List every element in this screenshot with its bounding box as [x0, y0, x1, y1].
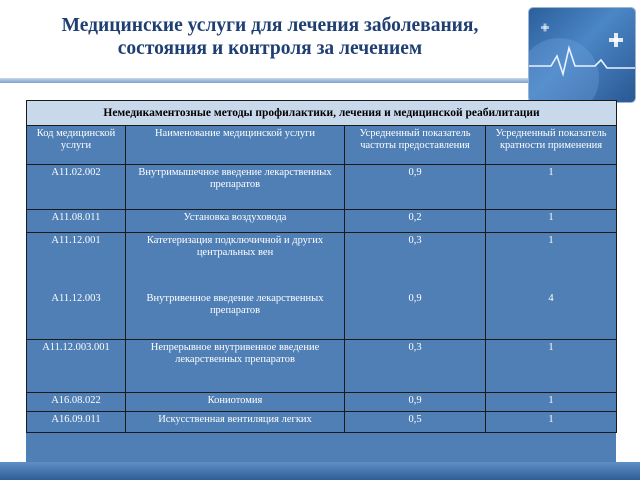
table-heading: Немедикаментозные методы профилактики, лечения и медицинской реабилитации: [27, 101, 617, 126]
cell-frequency: 0,3: [408, 235, 422, 246]
cell-multiplicity-group: [486, 233, 617, 340]
cell-multiplicity: 4: [548, 293, 554, 304]
cell-frequency: 0,9: [408, 293, 422, 304]
cell-frequency: 0,9: [345, 165, 486, 210]
services-table-panel: [26, 100, 616, 462]
page-title-line-1: Медицинские услуги для лечения заболевания,: [61, 15, 479, 36]
page-title: [10, 14, 530, 60]
table-row: [27, 412, 617, 433]
table-header-row: [27, 126, 617, 165]
cell-code: A11.12.003: [51, 293, 101, 304]
table-row: [27, 165, 617, 210]
column-header-code: Код медицинской услуги: [27, 126, 126, 165]
cell-frequency: 0,9: [345, 393, 486, 412]
cell-name: Установка воздуховода: [126, 210, 345, 233]
cell-multiplicity: 1: [486, 165, 617, 210]
cell-multiplicity: 1: [486, 340, 617, 393]
column-header-frequency: Усредненный показатель частоты предоставления: [345, 126, 486, 165]
cell-frequency: 0,2: [345, 210, 486, 233]
cell-code: A11.02.002: [27, 165, 126, 210]
column-header-name: Наименование медицинской услуги: [126, 126, 345, 165]
medical-cross-heartbeat-icon: [529, 8, 635, 102]
cell-name-group: [126, 233, 345, 340]
cell-code: A11.12.001: [51, 235, 101, 246]
cell-name: Искусственная вентиляция легких: [126, 412, 345, 433]
cell-code: A11.12.003.001: [27, 340, 126, 393]
cell-name: Кониотомия: [126, 393, 345, 412]
cell-name: Непрерывное внутривенное введение лекарственных препаратов: [126, 340, 345, 393]
cell-name: Внутримышечное введение лекарственных препаратов: [126, 165, 345, 210]
cell-name: Внутривенное введение лекарственных препаратов: [146, 293, 324, 316]
cell-name: Катетеризация подключичной и других центральных вен: [146, 235, 324, 258]
cell-multiplicity: 1: [486, 393, 617, 412]
table-row: [27, 233, 617, 340]
cell-code-group: [27, 233, 126, 340]
cell-code: A11.08.011: [27, 210, 126, 233]
cell-frequency-group: [345, 233, 486, 340]
title-panel: [0, 0, 528, 72]
table-row: [27, 393, 617, 412]
footer-bar: [0, 462, 640, 480]
column-header-multiplicity: Усредненный показатель кратности применения: [486, 126, 617, 165]
cell-code: A16.09.011: [27, 412, 126, 433]
cell-multiplicity: 1: [548, 235, 554, 246]
cell-multiplicity: 1: [486, 210, 617, 233]
table-heading-row: [27, 101, 617, 126]
cell-multiplicity: 1: [486, 412, 617, 433]
cell-code: A16.08.022: [27, 393, 126, 412]
cell-frequency: 0,3: [345, 340, 486, 393]
page-title-line-2: состояния и контроля за лечением: [117, 38, 423, 59]
cell-frequency: 0,5: [345, 412, 486, 433]
title-underline: [0, 78, 528, 83]
table-row: [27, 210, 617, 233]
logo: [529, 8, 635, 102]
services-table: [26, 100, 617, 433]
table-row: [27, 340, 617, 393]
